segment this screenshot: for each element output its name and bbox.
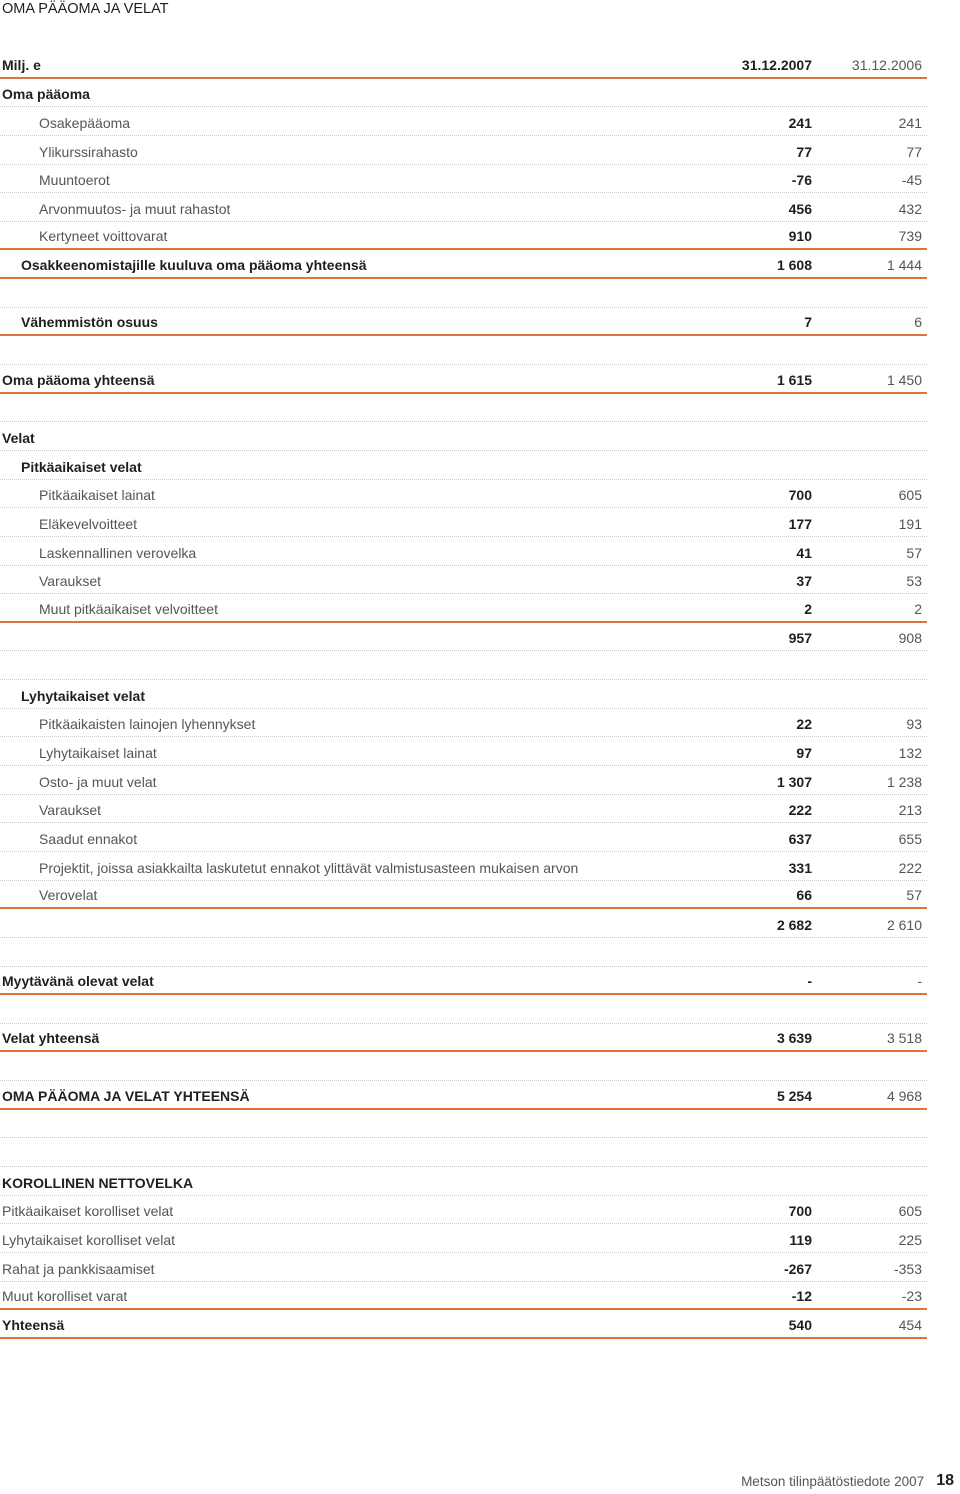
value-2007: 540	[788, 1316, 812, 1333]
value-2006: -45	[901, 172, 922, 189]
value-2007: -12	[791, 1288, 812, 1305]
row-label: Varaukset	[39, 802, 101, 819]
page-footer	[741, 1470, 954, 1492]
row-label: Lyhytaikaiset velat	[21, 687, 145, 704]
value-2006: 53	[906, 573, 922, 590]
table-header-row	[0, 50, 927, 79]
value-2007: 37	[796, 573, 812, 590]
row-label: OMA PÄÄOMA JA VELAT YHTEENSÄ	[2, 1087, 250, 1104]
table-row	[0, 508, 927, 537]
table-row	[0, 250, 927, 279]
value-2006: 225	[898, 1231, 922, 1248]
header-col-2007: 31.12.2007	[741, 56, 812, 73]
value-2006: 213	[898, 802, 922, 819]
table-row	[0, 1052, 927, 1081]
row-label: Oma pääoma	[2, 86, 90, 103]
table-row	[0, 651, 927, 680]
table-row	[0, 394, 927, 423]
value-2007: 957	[788, 630, 812, 647]
table-row	[0, 336, 927, 365]
table-row	[0, 480, 927, 509]
value-2006: 655	[898, 830, 922, 847]
value-2006: -	[917, 973, 922, 990]
table-row	[0, 279, 927, 308]
table-row	[0, 365, 927, 394]
table-row	[0, 308, 927, 337]
value-2007: 22	[796, 716, 812, 733]
value-2007: 222	[788, 802, 812, 819]
value-2006: 222	[898, 859, 922, 876]
value-2006: 739	[898, 228, 922, 245]
value-2006: 6	[914, 314, 922, 331]
value-2006: 1 238	[886, 773, 922, 790]
value-2007: 700	[788, 487, 812, 504]
value-2007: 331	[788, 859, 812, 876]
value-2007: 456	[788, 200, 812, 217]
value-2007: 1 615	[776, 371, 812, 388]
value-2007: 241	[788, 114, 812, 131]
value-2006: 432	[898, 200, 922, 217]
value-2007: -267	[783, 1260, 812, 1277]
footer-text: Metson tilinpäätöstiedote 2007	[741, 1473, 925, 1489]
header-col-2006: 31.12.2006	[851, 56, 922, 73]
table-row	[0, 1167, 927, 1196]
row-label: Lyhytaikaiset korolliset velat	[2, 1231, 176, 1248]
table-row	[0, 795, 927, 824]
row-label: Pitkäaikaisten lainojen lyhennykset	[39, 716, 256, 733]
value-2007: 3 639	[776, 1030, 812, 1047]
table-row	[0, 1224, 927, 1253]
table-row	[0, 222, 927, 251]
value-2006: 1 450	[886, 371, 922, 388]
page-number: 18	[936, 1472, 954, 1489]
row-label: Eläkevelvoitteet	[39, 515, 138, 532]
table-row	[0, 107, 927, 136]
row-label: Muut korolliset varat	[2, 1288, 128, 1305]
table-row	[0, 1138, 927, 1167]
table-row	[0, 79, 927, 108]
table-row	[0, 1253, 927, 1282]
row-label: KOROLLINEN NETTOVELKA	[2, 1174, 194, 1191]
row-label: Rahat ja pankkisaamiset	[2, 1260, 155, 1277]
table-row	[0, 823, 927, 852]
value-2006: 4 968	[886, 1087, 922, 1104]
value-2007: -76	[791, 172, 812, 189]
table-row	[0, 623, 927, 652]
value-2007: 2	[804, 600, 812, 617]
table-row	[0, 193, 927, 222]
value-2006: 2	[914, 600, 922, 617]
value-2006: 57	[906, 887, 922, 904]
row-label: Lyhytaikaiset lainat	[39, 745, 157, 762]
value-2006: 57	[906, 544, 922, 561]
row-label: Myytävänä olevat velat	[2, 973, 154, 990]
table-row	[0, 967, 927, 996]
table-row	[0, 422, 927, 451]
table-row	[0, 1196, 927, 1225]
row-label: Yhteensä	[2, 1316, 65, 1333]
value-2007: 97	[796, 745, 812, 762]
row-label: Pitkäaikaiset lainat	[39, 487, 155, 504]
row-label: Pitkäaikaiset velat	[21, 458, 142, 475]
table-row	[0, 136, 927, 165]
row-label: Vähemmistön osuus	[21, 314, 158, 331]
row-label: Oma pääoma yhteensä	[2, 371, 155, 388]
value-2007: 7	[804, 314, 812, 331]
value-2007: 119	[789, 1231, 812, 1248]
value-2007: 1 307	[776, 773, 812, 790]
value-2006: 2 610	[886, 916, 922, 933]
table-row	[0, 594, 927, 623]
table-row	[0, 766, 927, 795]
table-row	[0, 165, 927, 194]
row-label: Arvonmuutos- ja muut rahastot	[39, 200, 231, 217]
table-row	[0, 1081, 927, 1110]
row-label: Velat yhteensä	[2, 1030, 100, 1047]
value-2006: 77	[906, 143, 922, 160]
value-2007: 77	[796, 143, 812, 160]
row-label: Muuntoerot	[39, 172, 110, 189]
value-2007: 66	[796, 887, 812, 904]
row-label: Laskennallinen verovelka	[39, 544, 197, 561]
value-2006: 93	[906, 716, 922, 733]
value-2007: 1 608	[776, 257, 812, 274]
table-row	[0, 1110, 927, 1139]
table-row	[0, 709, 927, 738]
value-2007: 700	[788, 1203, 812, 1220]
table-row	[0, 566, 927, 595]
value-2007: -	[807, 973, 812, 990]
table-row	[0, 737, 927, 766]
value-2007: 637	[788, 830, 812, 847]
value-2006: 605	[898, 487, 922, 504]
value-2006: 454	[898, 1316, 922, 1333]
table-row	[0, 680, 927, 709]
value-2006: 3 518	[886, 1030, 922, 1047]
row-label: Kertyneet voittovarat	[39, 228, 168, 245]
value-2006: -353	[893, 1260, 922, 1277]
table-row	[0, 909, 927, 938]
row-label: Muut pitkäaikaiset velvoitteet	[39, 600, 218, 617]
table-row	[0, 1282, 927, 1311]
table-row	[0, 995, 927, 1024]
row-label: Projektit, joissa asiakkailta laskutetut ennakot ylittävät valmistusasteen mukaisen arvon	[39, 859, 579, 876]
value-2007: 177	[788, 515, 812, 532]
table-row	[0, 881, 927, 910]
value-2006: -23	[901, 1288, 922, 1305]
table-row	[0, 451, 927, 480]
value-2007: 41	[796, 544, 812, 561]
value-2007: 910	[788, 228, 812, 245]
value-2007: 5 254	[776, 1087, 812, 1104]
value-2006: 191	[898, 515, 922, 532]
balance-sheet-table	[0, 50, 927, 1339]
table-row	[0, 537, 927, 566]
row-label: Osakkeenomistajille kuuluva oma pääoma yhteensä	[21, 257, 367, 274]
value-2006: 605	[898, 1203, 922, 1220]
value-2006: 132	[898, 745, 922, 762]
row-label: Verovelat	[39, 887, 98, 904]
header-unit-label: Milj. e	[2, 56, 41, 73]
page-title: OMA PÄÄOMA JA VELAT	[2, 1, 169, 17]
value-2006: 908	[898, 630, 922, 647]
table-row	[0, 852, 927, 881]
row-label: Osto- ja muut velat	[39, 773, 157, 790]
table-row	[0, 1024, 927, 1053]
value-2006: 241	[898, 114, 922, 131]
row-label: Saadut ennakot	[39, 830, 138, 847]
row-label: Velat	[2, 429, 35, 446]
table-row	[0, 1310, 927, 1339]
value-2006: 1 444	[886, 257, 922, 274]
row-label: Pitkäaikaiset korolliset velat	[2, 1203, 174, 1220]
table-row	[0, 938, 927, 967]
row-label: Osakepääoma	[39, 114, 131, 131]
value-2007: 2 682	[776, 916, 812, 933]
row-label: Ylikurssirahasto	[39, 143, 138, 160]
row-label: Varaukset	[39, 573, 101, 590]
